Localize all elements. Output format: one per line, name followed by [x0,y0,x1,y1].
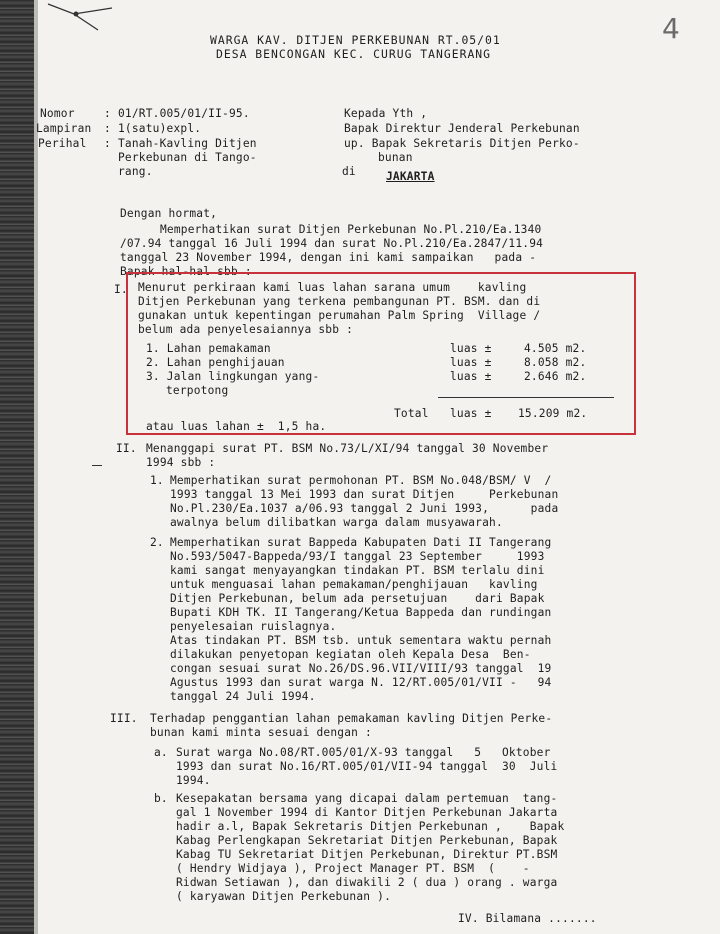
section-2-p1-line-3: No.Pl.230/Ea.1037 a/06.93 tanggal 2 Juni 1993, pada [170,502,559,515]
recipient-line-4: bunan [378,151,413,164]
section-3-number: III. [110,712,138,725]
continuation-marker: IV. Bilamana ....... [458,912,597,925]
total-label: Total [394,407,429,420]
recipient-line-1: Kepada Yth , [344,107,428,120]
section-2-p2-line-8: Atas tindakan PT. BSM tsb. untuk sementara waktu pernah [170,634,552,647]
section-3-b-line-1: Kesepakatan bersama yang dicapai dalam pertemuan tang- [176,792,558,805]
section-1-line-4: belum ada penyelesaiannya sbb : [138,323,353,336]
intro-line-2: /07.94 tanggal 16 Juli 1994 dan surat No.Pl.210/Ea.2847/11.94 [120,237,544,250]
recipient-di: di [342,165,356,178]
section-3-b-line-8: ( karyawan Ditjen Perkebunan ). [176,890,391,903]
section-2-number: II. [116,442,137,455]
recipient-line-3: up. Bapak Sekretaris Ditjen Perko- [344,137,580,150]
nomor-label: Nomor [40,107,75,120]
binding-strip [0,0,34,934]
section-2-p2-line-1: Memperhatikan surat Bappeda Kabupaten Dati II Tangerang [170,536,552,549]
item-2-label: 2. Lahan penghijauan [146,356,285,369]
section-2-p2-line-10: congan sesuai surat No.26/DS.96.VII/VIII/93 tanggal 19 [170,662,552,675]
intro-line-1: Memperhatikan surat Ditjen Perkebunan No.Pl.210/Ea.1340 [160,223,542,236]
section-1-line-2: Ditjen Perkebunan yang terkena pembangunan PT. BSM. dan di [138,295,541,308]
recipient-city: JAKARTA [386,170,435,183]
section-1-line-1: Menurut perkiraan kami luas lahan sarana umum kavling [138,281,527,294]
item-3-label: 3. Jalan lingkungan yang- [146,370,320,383]
section-2-p2-line-4: untuk menguasai lahan pemakaman/penghijauan kavling [170,578,538,591]
perihal-line-2: Perkebunan di Tango- [118,151,257,164]
section-2-p2-line-7: penyelesaian ruislagnya. [170,620,337,633]
sum-rule [438,397,614,398]
perihal-line-3: rang. [118,165,153,178]
section-2-p1-line-4: awalnya belum dilibatkan warga dalam musyawarah. [170,516,503,529]
greeting: Dengan hormat, [120,207,218,220]
perihal-label: Perihal [38,137,87,150]
recipient-line-2: Bapak Direktur Jenderal Perkebunan [344,122,580,135]
section-3-b-number: b. [154,792,168,805]
perihal-line-1: Tanah-Kavling Ditjen [118,137,257,150]
area-hectare-note: atau luas lahan ± 1,5 ha. [146,420,327,433]
section-2-p2-line-2: No.593/5047-Bappeda/93/I tanggal 23 September 1993 [170,550,545,563]
section-3-b-line-3: hadir a.l, Bapak Sekretaris Ditjen Perkebunan , Bapak [176,820,565,833]
header-line-2: DESA BENCONGAN KEC. CURUG TANGERANG [216,47,492,61]
item-3-value: 2.646 m2. [524,370,587,383]
intro-line-3: tanggal 23 November 1994, dengan ini kami sampaikan pada - [120,251,537,264]
section-3-line-1: Terhadap penggantian lahan pemakaman kavling Ditjen Perke- [150,712,553,725]
section-2-p1-number: 1. [150,474,164,487]
lampiran-value: 1(satu)expl. [118,122,202,135]
section-2-p2-line-9: dilakukan penyetopan kegiatan oleh Kepala Desa Ben- [170,648,531,661]
header-line-1: WARGA KAV. DITJEN PERKEBUNAN RT.05/01 [210,33,501,47]
section-2-p2-number: 2. [150,536,164,549]
margin-dash [92,465,102,466]
page-number: 4 [662,12,680,45]
section-3-a-line-2: 1993 dan surat No.16/RT.005/01/VII-94 tanggal 30 Juli [176,760,558,773]
section-2-line-2: 1994 sbb : [146,456,216,469]
section-3-a-line-1: Surat warga No.08/RT.005/01/X-93 tanggal 5 Oktober [176,746,551,759]
section-2-p2-line-3: kami sangat menyayangkan tindakan PT. BSM terlalu dini [170,564,545,577]
total-luas: luas ± [450,407,492,420]
section-2-p1-line-2: 1993 tanggal 13 Mei 1993 dan surat Ditjen Perkebunan [170,488,559,501]
section-3-line-2: bunan kami minta sesuai dengan : [150,726,372,739]
item-3-luas: luas ± [450,370,492,383]
item-1-label: 1. Lahan pemakaman [146,342,271,355]
lampiran-label: Lampiran [36,122,92,135]
section-2-p2-line-5: Ditjen Perkebunan, belum ada persetujuan dari Bapak [170,592,545,605]
item-3-continued: terpotong [166,384,229,397]
nomor-value: 01/RT.005/01/II-95. [118,107,250,120]
section-3-b-line-2: gal 1 November 1994 di Kantor Ditjen Perkebunan Jakarta [176,806,558,819]
perihal-colon: : [104,137,111,150]
section-1-line-3: gunakan untuk kepentingan perumahan Palm Spring Village / [138,309,541,322]
item-1-value: 4.505 m2. [524,342,587,355]
section-3-b-line-5: Kabag TU Sekretariat Ditjen Perkebunan, Direktur PT.BSM [176,848,558,861]
section-2-p2-line-6: Bupati KDH TK. II Tangerang/Ketua Bappeda dan rundingan [170,606,552,619]
section-2-p1-line-1: Memperhatikan surat permohonan PT. BSM No.048/BSM/ V / [170,474,552,487]
total-value: 15.209 m2. [518,407,588,420]
section-2-p2-line-12: tanggal 24 Juli 1994. [170,690,316,703]
section-3-b-line-6: ( Hendry Widjaya ), Project Manager PT. BSM ( - [176,862,530,875]
item-2-luas: luas ± [450,356,492,369]
pen-mark-doodle [40,0,130,34]
nomor-colon: : [104,107,111,120]
intro-line-4: Bapak hal-hal sbb : [120,265,252,278]
section-2-p2-line-11: Agustus 1993 dan surat warga N. 12/RT.005/01/VII - 94 [170,676,552,689]
section-3-a-line-3: 1994. [176,774,211,787]
section-1-number: I. [114,283,128,296]
section-2-line-1: Menanggapi surat PT. BSM No.73/L/XI/94 tanggal 30 November [146,442,549,455]
lampiran-colon: : [104,122,111,135]
section-3-b-line-4: Kabag Perlengkapan Sekretariat Ditjen Perkebunan, Bapak [176,834,558,847]
section-3-a-number: a. [154,746,168,759]
section-3-b-line-7: Ridwan Setiawan ), dan diwakili 2 ( dua ) orang . warga [176,876,558,889]
item-2-value: 8.058 m2. [524,356,587,369]
item-1-luas: luas ± [450,342,492,355]
